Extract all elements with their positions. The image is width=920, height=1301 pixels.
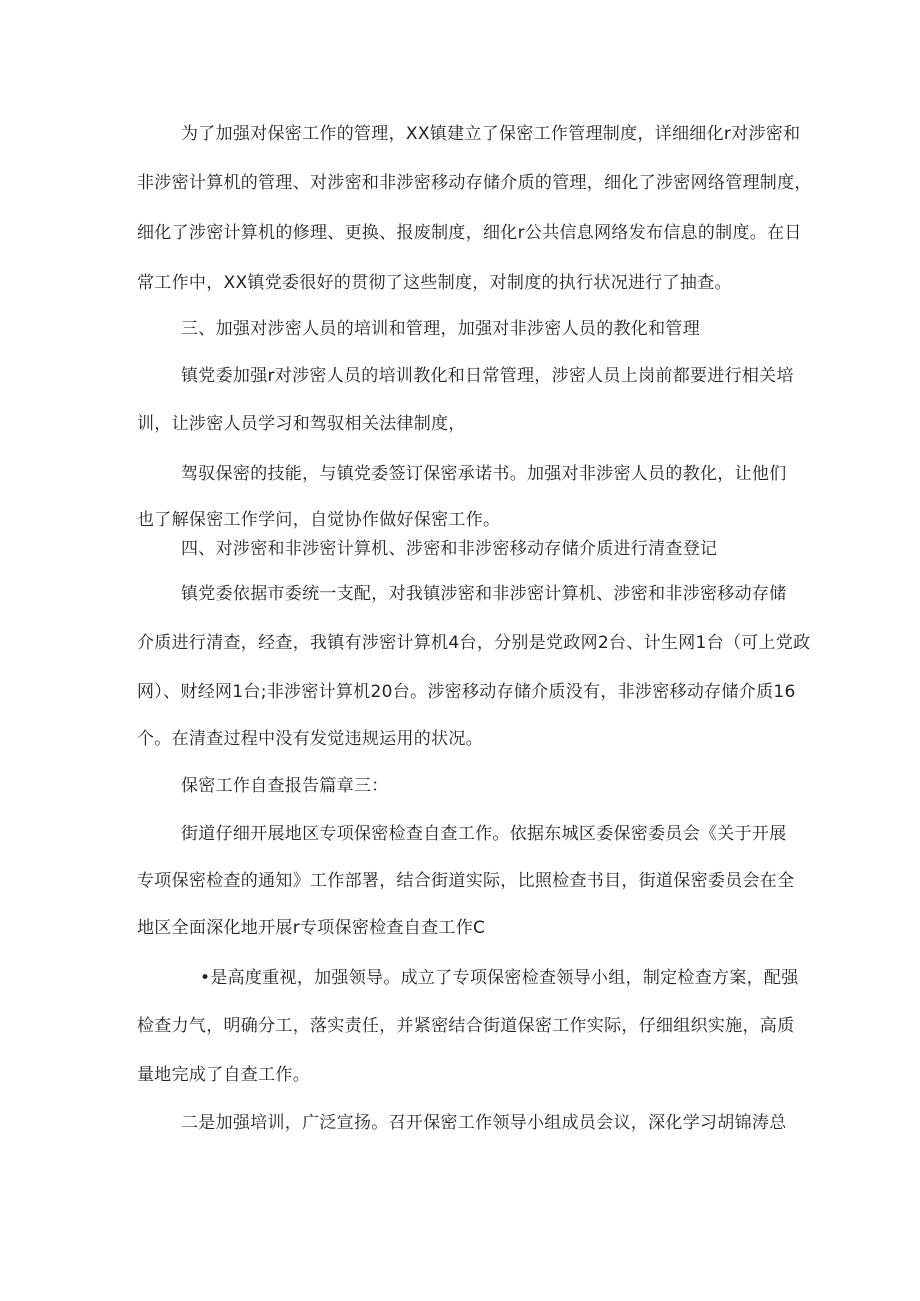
section-heading: 三、加强对涉密人员的培训和管理，加强对非涉密人员的教化和管理 [181,319,700,339]
text-line: 介质进行清查，经查，我镇有涉密计算机4台，分别是党政网2台、计生网1台（可上党政 [137,633,811,653]
text-line: 网）、财经网1台;非涉密计算机20台。涉密移动存储介质没有，非涉密移动存储介质16 [137,682,796,702]
text-line: 个。在清查过程中没有发觉违规运用的状况。 [137,729,483,749]
text-line: 驾驭保密的技能，与镇党委签订保密承诺书。加强对非涉密人员的教化，让他们 [181,464,787,484]
section-heading: 四、对涉密和非涉密计算机、涉密和非涉密移动存储介质进行清查登记 [181,539,718,559]
text-line: 为了加强对保密工作的管理，XX镇建立了保密工作管理制度，详细细化r对涉密和 [181,124,801,144]
text-line: 量地完成了自查工作。 [137,1065,310,1085]
text-line: 街道仔细开展地区专项保密检查自查工作。依据东城区委保密委员会《关于开展 [181,824,787,844]
text-line: 非涉密计算机的管理、对涉密和非涉密移动存储介质的管理，细化了涉密网络管理制度， [137,173,812,193]
text-line: 训，让涉密人员学习和驾驭相关法律制度， [137,414,466,434]
section-heading: 保密工作自查报告篇章三： [181,776,389,796]
text-line: 专项保密检查的通知》工作部署，结合街道实际，比照检查书目，街道保密委员会在全 [137,871,795,891]
text-line: 二是加强培训，广泛宣扬。召开保密工作领导小组成员会议，深化学习胡锦涛总 [181,1113,787,1133]
text-line: 镇党委加强r对涉密人员的培训教化和日常管理，涉密人员上岗前都要进行相关培 [181,366,794,386]
text-line: 细化了涉密计算机的修理、更换、报废制度，细化r公共信息网络发布信息的制度。在日 [137,223,802,243]
text-line: 地区全面深化地开展r专项保密检查自查工作C [137,918,486,938]
text-line: 也了解保密工作学问，自觉协作做好保密工作。 [137,510,501,530]
text-line: •是高度重视，加强领导。成立了专项保密检查领导小组，制定检查方案，配强 [200,968,799,988]
text-line: 检查力气，明确分工，落实责任，并紧密结合街道保密工作实际，仔细组织实施，高质 [137,1016,795,1036]
text-line: 镇党委依据市委统一支配，对我镇涉密和非涉密计算机、涉密和非涉密移动存储 [181,584,787,604]
text-line: 常工作中，XX镇党委很好的贯彻了这些制度，对制度的执行状况进行了抽查。 [137,273,732,293]
